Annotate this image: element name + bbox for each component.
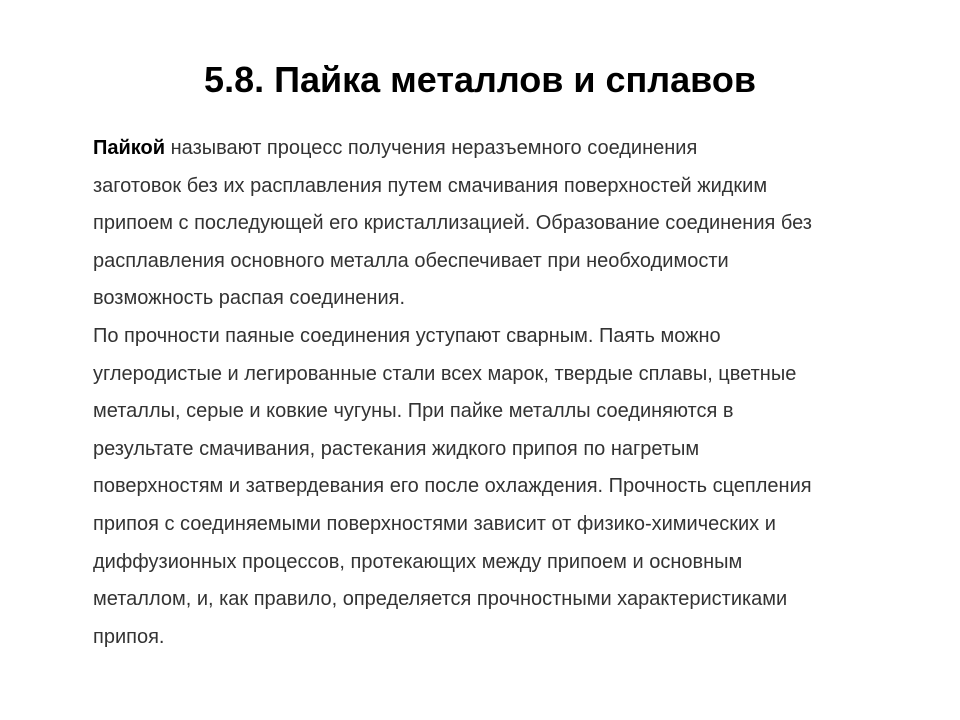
paragraph-2-line: диффузионных процессов, протекающих между припоем и основным	[93, 550, 743, 573]
paragraph-1-first-line	[47, 130, 917, 168]
paragraph-1-line: расплавления основного металла обеспечивает при необходимости	[93, 249, 729, 272]
paragraph-2-line: металлом, и, как правило, определяется прочностными характеристиками	[93, 588, 788, 611]
paragraph-2-line: результате смачивания, растекания жидкого припоя по нагретым	[93, 437, 700, 460]
slide-title: 5.8. Пайка металлов и сплавов	[204, 59, 756, 100]
paragraph-2-line: углеродистые и легированные стали всех марок, твердые сплавы, цветные	[93, 362, 797, 385]
slide-body	[47, 130, 917, 656]
paragraph-solder-strength	[47, 318, 917, 656]
paragraph-2-line: поверхностям и затвердевания его после охлаждения. Прочность сцепления	[93, 475, 812, 498]
paragraph-soldering-definition	[47, 130, 917, 318]
paragraph-1-first-line-text: называют процесс получения неразъемного соединения	[165, 137, 698, 159]
paragraph-2-line: припоя.	[93, 625, 165, 648]
term-soldering: Пайкой	[93, 137, 166, 159]
paragraph-2-first-line: По прочности паяные соединения уступают сварным. Паять можно	[93, 324, 721, 347]
paragraph-2-line: металлы, серые и ковкие чугуны. При пайке металлы соединяются в	[93, 400, 734, 423]
paragraph-1-line: заготовок без их расплавления путем смачивания поверхностей жидким	[93, 174, 768, 197]
paragraph-1-line: возможность распая соединения.	[93, 287, 406, 310]
paragraph-2-line: припоя с соединяемыми поверхностями зависит от физико-химических и	[93, 512, 776, 535]
paragraph-1-line: припоем с последующей его кристаллизацией. Образование соединения без	[93, 212, 812, 235]
